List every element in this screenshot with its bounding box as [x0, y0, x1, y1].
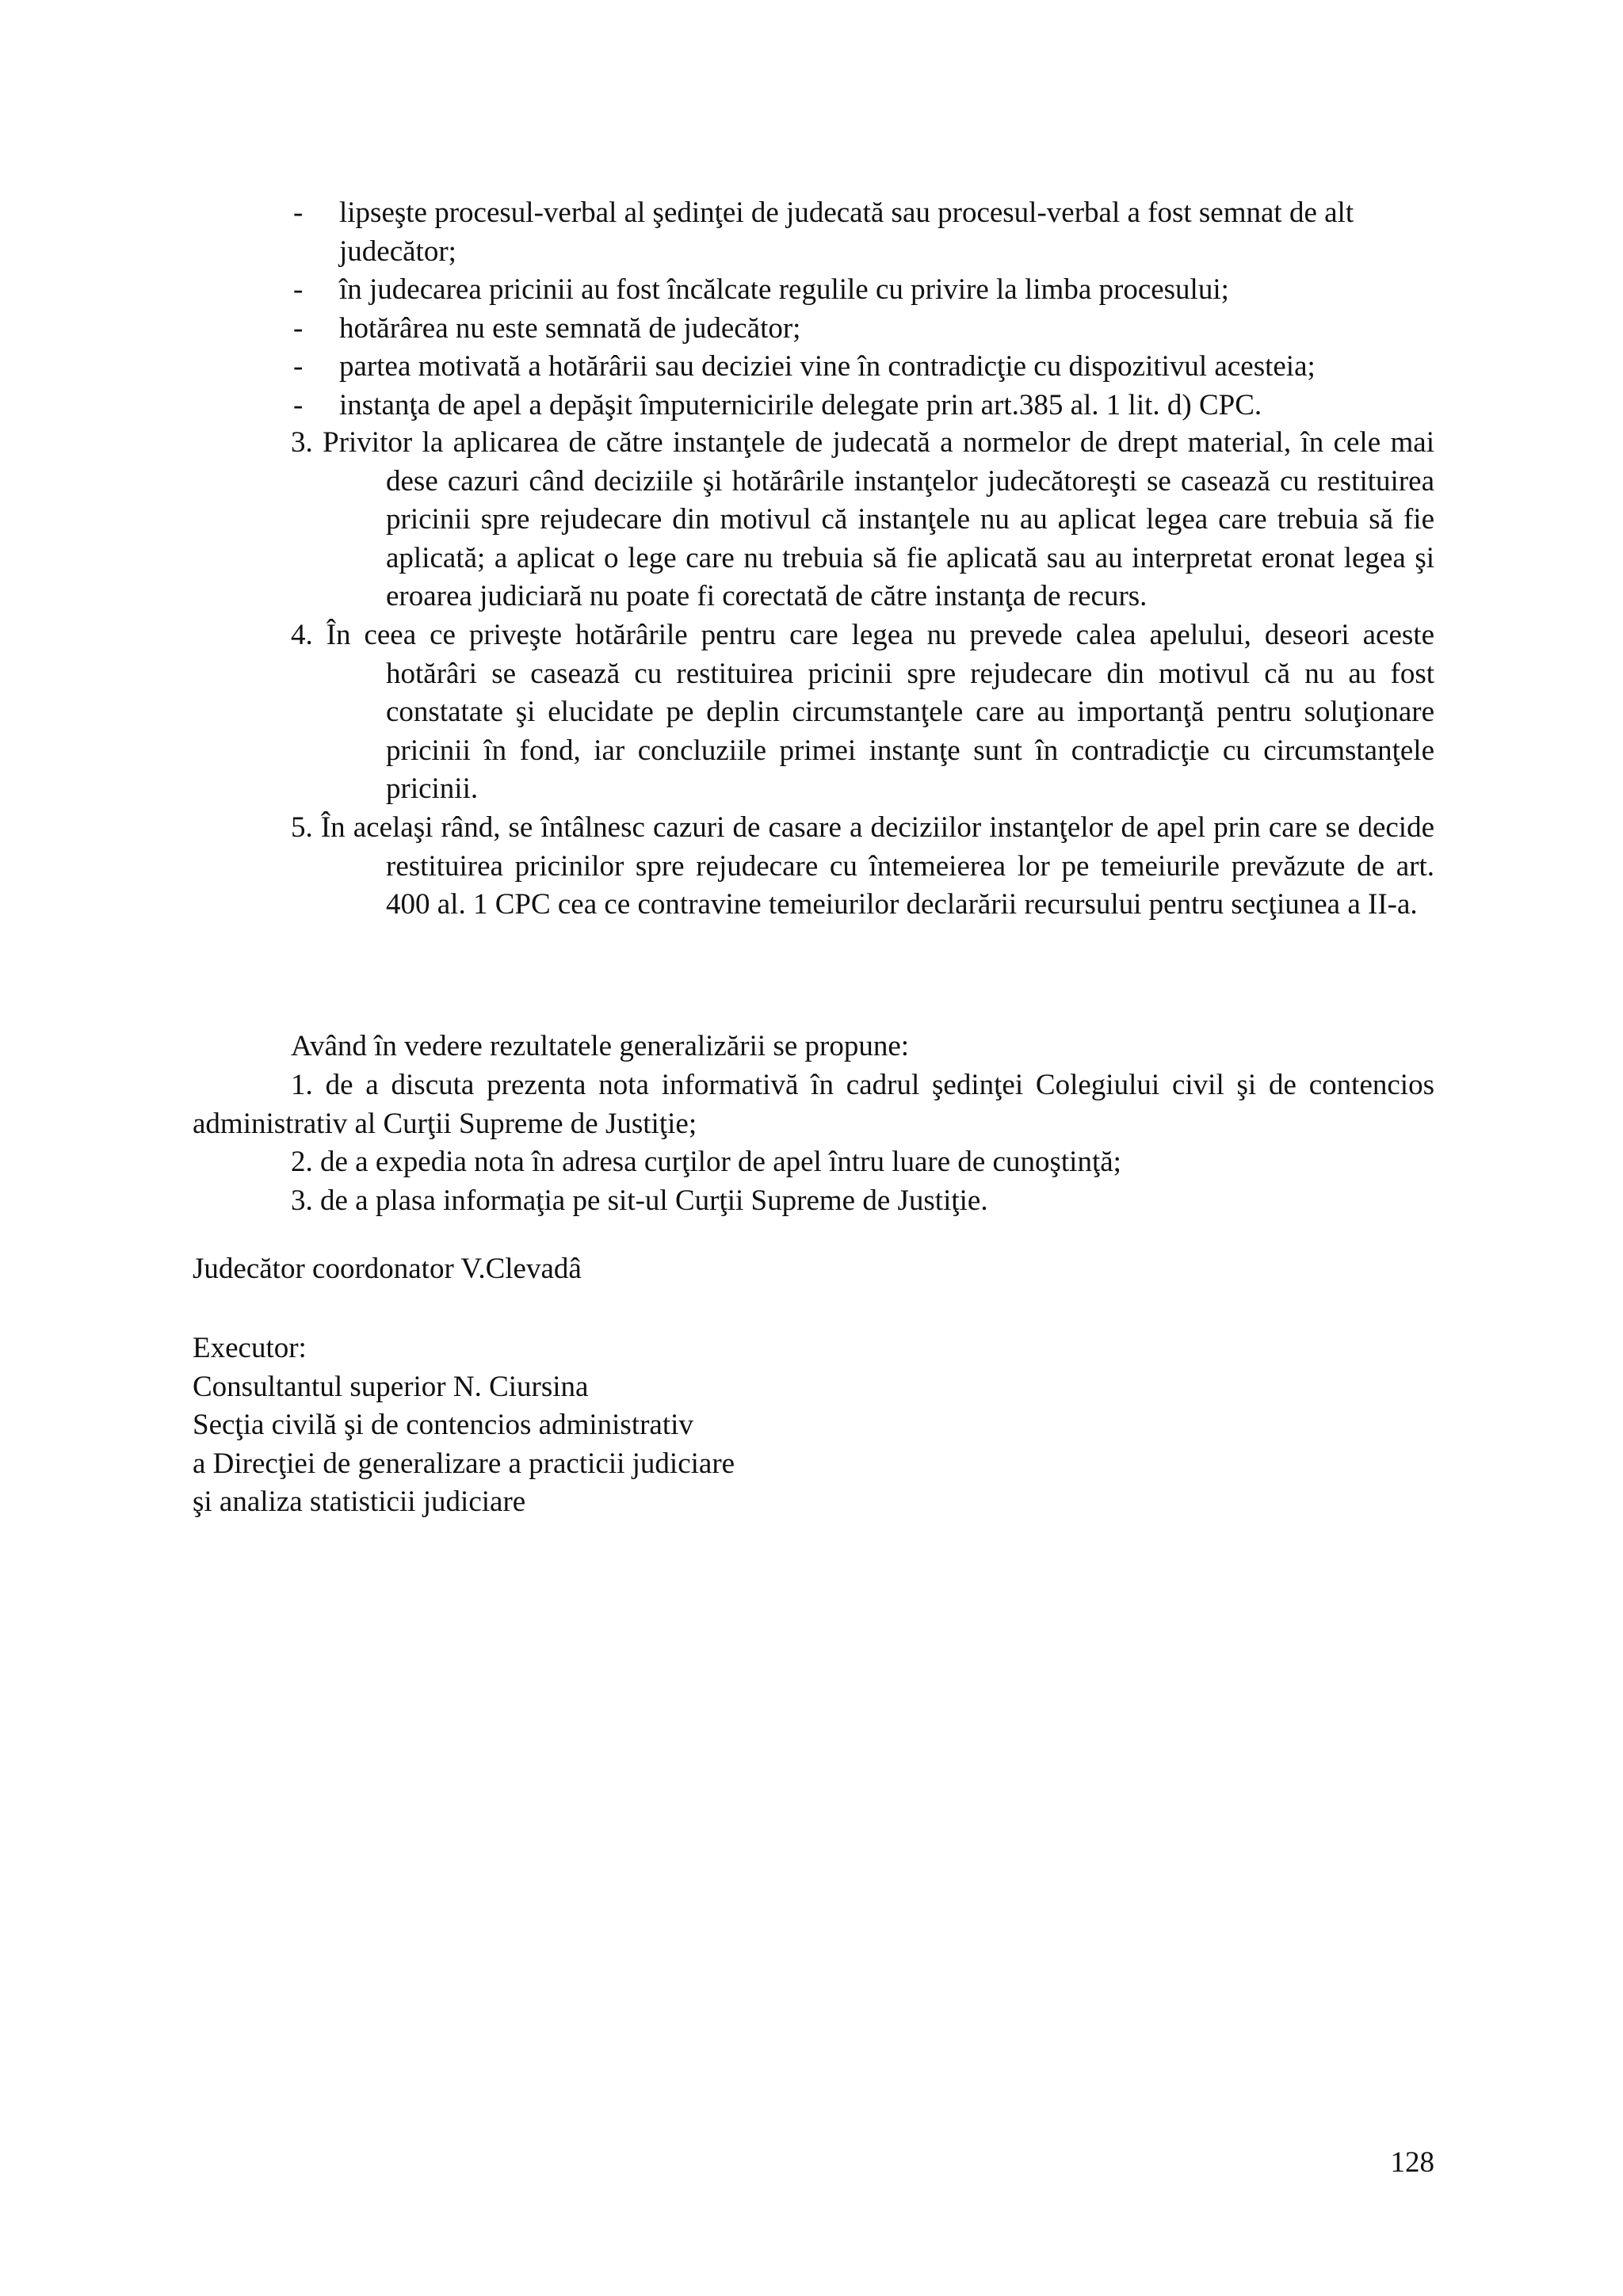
list-item [293, 194, 1434, 271]
list-item [293, 271, 1434, 310]
executor-line: Consultantul superior N. Ciursina [193, 1370, 589, 1403]
numbered-item: 3. Privitor la aplicarea de către instanţele de judecată a normelor de drept material, în cele mai dese cazuri când deciziile şi hotărârile instanţelor judecătoreşti se casează cu restituirea pricinii spre rejudecare din motivul că instanţele nu au aplicat legea care trebuia să fie aplicată; a aplicat o lege care nu trebuia să fie aplicată sau au interpretat eronat legea şi eroarea judiciară nu poate fi corectată de către instanţa de recurs. [291, 426, 1434, 613]
executor-line: şi analiza statisticii judiciare [193, 1486, 526, 1519]
page-number: 128 [1390, 2146, 1434, 2179]
dash-marker: - [293, 350, 304, 383]
dash-list [293, 194, 1434, 425]
dash-marker: - [293, 388, 304, 421]
dash-marker: - [293, 311, 304, 345]
list-item-text: hotărârea nu este semnată de judecător; [339, 311, 801, 345]
executor-line: Secţia civilă şi de contencios administrativ [193, 1409, 693, 1442]
list-item-text: instanţa de apel a depăşit împuternicirile delegate prin art.385 al. 1 lit. d) CPC. [339, 388, 1262, 421]
list-item [293, 310, 1434, 349]
list-item-text: în judecarea pricinii au fost încălcate regulile cu privire la limba procesului; [339, 273, 1229, 307]
numbered-item: 5. În acelaşi rând, se întâlnesc cazuri de casare a deciziilor instanţelor de apel prin care se decide restituirea pricinilor spre rejudecare cu întemeierea lor pe temeiurile prevăzute de art. 400 al. 1 CPC cea ce contravine temeiurilor declarării recursului pentru secţiunea a II-a. [291, 810, 1434, 921]
proposals-list [193, 1066, 1434, 1220]
proposal-item: 2. de a expedia nota în adresa curţilor de apel întru luare de cunoştinţă; [291, 1146, 1121, 1179]
list-item [293, 387, 1434, 425]
executor-block [193, 1329, 735, 1522]
proposals-intro: Având în vedere rezultatele generalizării se propune: [291, 1030, 910, 1062]
proposal-item: 3. de a plasa informaţia pe sit-ul Curţii Supreme de Justiţie. [291, 1184, 988, 1217]
list-item [293, 348, 1434, 387]
executor-label: Executor: [193, 1332, 307, 1364]
numbered-item: 4. În ceea ce priveşte hotărârile pentru care legea nu prevede calea apelului, deseori aceste hotărâri se casează cu restituirea pricinii spre rejudecare din motivul că nu au fost constatate şi elucidate pe deplin circumstanţele care au importanţă pentru soluţionare pricinii în fond, iar concluziile primei instanţe sunt în contradicţie cu circumstanţele pricinii. [291, 618, 1434, 806]
executor-line: a Direcţiei de generalizare a practicii judiciare [193, 1447, 735, 1480]
list-item-text: lipseşte procesul-verbal al şedinţei de judecată sau procesul-verbal a fost semnat de alt judecător; [339, 196, 1354, 268]
dash-marker: - [293, 196, 304, 229]
signature-line: Judecător coordonator V.Clevadâ [193, 1253, 582, 1285]
dash-marker: - [293, 273, 304, 307]
numbered-list [291, 424, 1434, 925]
list-item-text: partea motivată a hotărârii sau deciziei vine în contradicţie cu dispozitivul acesteia; [339, 350, 1316, 383]
proposal-item: 1. de a discuta prezenta nota informativă în cadrul şedinţei Colegiului civil şi de contencios administrativ al Curţii Supreme de Justiţie; [193, 1069, 1434, 1140]
